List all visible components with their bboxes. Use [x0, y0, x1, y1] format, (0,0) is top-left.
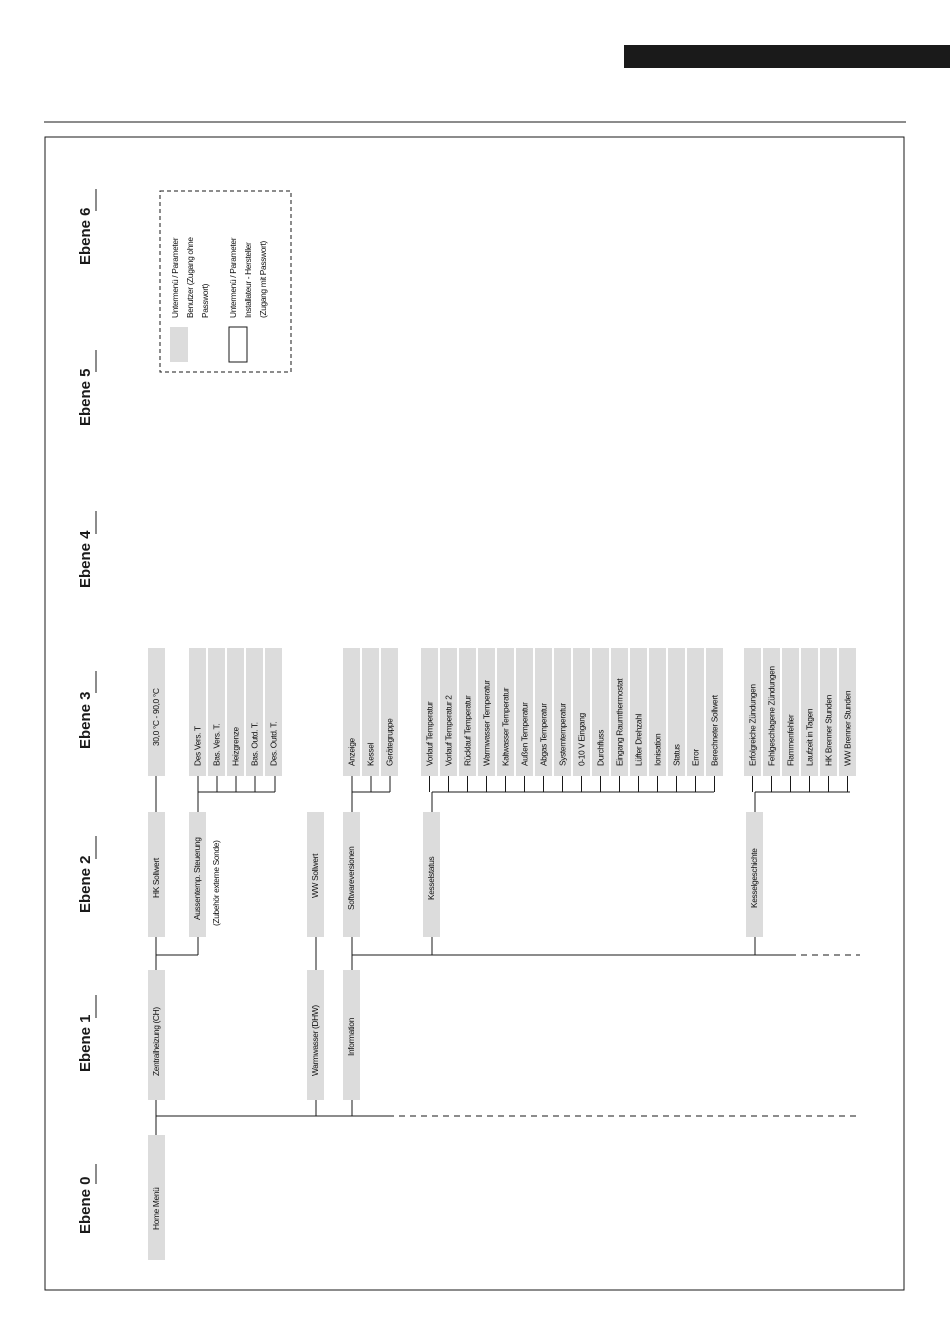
connectors-level3	[156, 776, 850, 812]
level-6-heading: Ebene 6	[77, 207, 94, 265]
outdoor-item-label: Heizgrenze	[230, 727, 241, 766]
history-item-label: HK Brenner Stunden	[823, 695, 834, 766]
status-item-label: Warmwasser Temperatur	[481, 680, 492, 766]
legend-user-swatch	[170, 327, 188, 362]
history-item-label: Flammenfehler	[785, 714, 796, 766]
status-item-label: Abgas Temperatur	[538, 703, 549, 766]
legend-user-line-2: Benutzer (Zugang ohne	[185, 237, 195, 318]
history-item-label: Laufzeit in Tagen	[804, 708, 815, 766]
status-item-label: Eingang Raumthermostat	[614, 678, 625, 766]
aussentemp-note: (Zubehör externe Sonde)	[211, 840, 221, 926]
legend-user-line-1: Untermenü / Parameter	[170, 237, 180, 318]
status-item-label: Kaltwasser Temperatur	[500, 687, 511, 766]
warmwasser-label: Warmwasser (DHW)	[310, 1005, 320, 1076]
header-bar	[624, 45, 950, 68]
status-item-label: Status	[671, 744, 682, 766]
level-0-heading: Ebene 0	[77, 1176, 94, 1234]
level-1-heading: Ebene 1	[77, 1014, 94, 1072]
ww-sollwert-label: WW Sollwert	[310, 853, 320, 898]
history-item-label: Erfolgreiche Zündungen	[747, 684, 758, 766]
status-item-label: Rücklauf Temperatur	[462, 695, 473, 766]
history-item-label: WW Brenner Stunden	[842, 690, 853, 766]
outdoor-item-label: Bas. Outd. T.	[249, 722, 260, 766]
status-item-label: Durchfluss	[595, 729, 606, 766]
level-headings	[77, 189, 96, 1234]
kesselstatus-label: Kesselstatus	[426, 856, 436, 900]
level-3-heading: Ebene 3	[77, 691, 94, 749]
level-5-heading: Ebene 5	[77, 368, 94, 426]
status-item-label: Systemtemperatur	[557, 703, 568, 766]
status-item-label: Außen Temperatur	[519, 702, 530, 766]
hk-sollwert-label: HK Sollwert	[151, 858, 161, 898]
status-items	[421, 648, 723, 776]
software-items	[343, 648, 398, 776]
status-item-label: Ionisation	[652, 733, 663, 766]
software-item-label: Kessel	[365, 742, 376, 766]
software-item-label: Gerätegruppe	[384, 718, 395, 766]
connectors-top	[156, 937, 860, 1135]
status-item-label: Lüfter Drehzahl	[633, 713, 644, 766]
softwareversionen-label: Softwareversionen	[346, 846, 356, 910]
status-item-label: Vorlauf Temperatur	[424, 701, 435, 766]
outdoor-item-label: Des Vers. T	[192, 726, 203, 766]
software-item-label: Anzeige	[346, 738, 357, 766]
zentralheizung-label: Zentralheizung (CH)	[151, 1007, 161, 1076]
status-ticks	[430, 776, 715, 792]
status-item-label: Vorlauf Temperatur 2	[443, 695, 454, 766]
legend	[160, 191, 291, 372]
status-item-label: Berechneter Sollwert	[709, 695, 720, 766]
status-item-label: Error	[690, 749, 701, 766]
hk-range-label: 30,0 °C - 90,0 °C	[151, 688, 161, 746]
level-2-heading: Ebene 2	[77, 855, 94, 913]
legend-installer-swatch	[229, 327, 247, 362]
outdoor-item-label: Bas. Vers. T.	[211, 723, 222, 766]
history-item-label: Fehlgeschlagene Zündungen	[766, 666, 777, 766]
kesselgeschichte-label: Kesselgeschichte	[749, 848, 759, 908]
status-item-label: 0-10 V Eingang	[576, 713, 587, 766]
home-menu-label: Home Menü	[151, 1187, 161, 1230]
outdoor-items	[189, 648, 282, 776]
history-items	[744, 648, 856, 776]
outdoor-item-label: Des. Outd. T.	[268, 721, 279, 766]
history-ticks	[753, 776, 848, 792]
legend-user-line-3: Passwort)	[200, 283, 210, 318]
information-label: Information	[346, 1017, 356, 1056]
level-4-heading: Ebene 4	[77, 530, 94, 588]
legend-installer-line-1: Untermenü / Parameter	[228, 237, 238, 318]
aussentemp-label: Aussentemp. Steuerung	[192, 837, 202, 920]
legend-installer-line-2: Installateur - Hersteller	[243, 242, 253, 318]
legend-installer-line-3: (Zugang mit Passwort)	[258, 241, 268, 318]
